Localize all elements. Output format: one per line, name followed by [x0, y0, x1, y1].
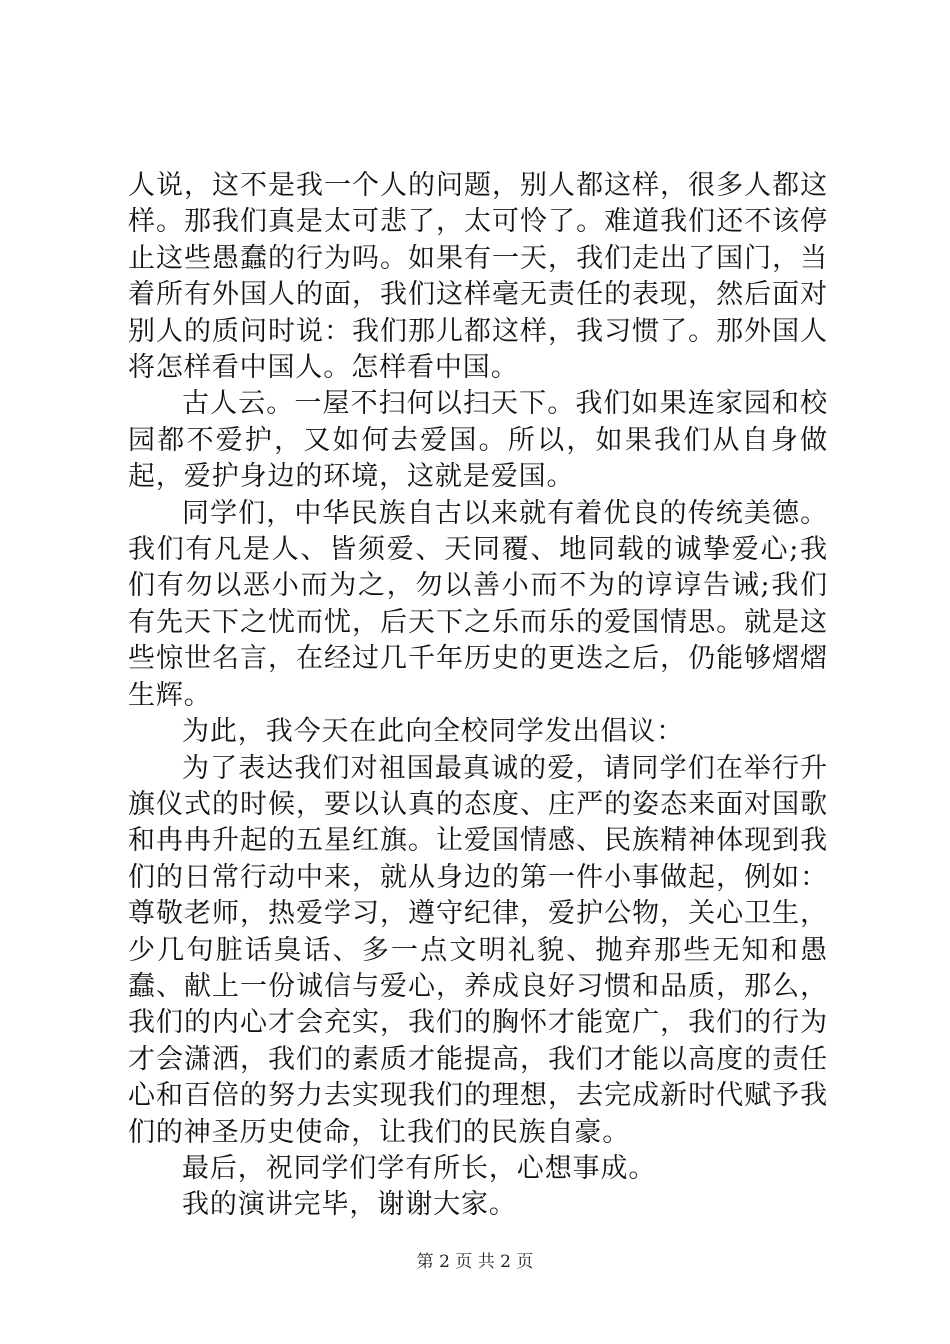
- paragraph-5: 为了表达我们对祖国最真诚的爱，请同学们在举行升旗仪式的时候，要以认真的态度、庄严的姿态来面对国歌和冉冉升起的五星红旗。让爱国情感、民族精神体现到我们的日常行动中来，就从身边的第一件小事做起，例如：尊敬老师，热爱学习，遵守纪律，爱护公物，关心卫生，少几句脏话臭话、多一点文明礼貌、抛弃那些无知和愚蠢、献上一份诚信与爱心，养成良好习惯和品质，那么，我们的内心才会充实，我们的胸怀才能宽广，我们的行为才会潇洒，我们的素质才能提高，我们才能以高度的责任心和百倍的努力去实现我们的理想，去完成新时代赋予我们的神圣历史使命，让我们的民族自豪。: [128, 752, 828, 1148]
- paragraph-6: 最后，祝同学们学有所长，心想事成。: [182, 1152, 657, 1184]
- paragraph-1: 人说，这不是我一个人的问题，别人都这样，很多人都这样。那我们真是太可悲了，太可怜了。难道我们还不该停止这些愚蠢的行为吗。如果有一天，我们走出了国门，当着所有外国人的面，我们这样毫无责任的表现，然后面对别人的质问时说：我们那儿都这样，我习惯了。那外国人将怎样看中国人。怎样看中国。: [128, 170, 828, 384]
- paragraph-2: 古人云。一屋不扫何以扫天下。我们如果连家园和校园都不爱护，又如何去爱国。所以，如果我们从自身做起，爱护身边的环境，这就是爱国。: [128, 388, 828, 493]
- paragraph-7: 我的演讲完毕，谢谢大家。: [182, 1189, 517, 1221]
- document-body: [128, 168, 828, 1224]
- paragraph-4: 为此，我今天在此向全校同学发出倡议：: [182, 716, 685, 748]
- page-footer: 第 2 页 共 2 页: [416, 1252, 534, 1272]
- paragraph-3: 同学们，中华民族自古以来就有着优良的传统美德。我们有凡是人、皆须爱、天同覆、地同载的诚挚爱心;我们有勿以恶小而为之，勿以善小而不为的谆谆告诫;我们有先天下之忧而忧，后天下之乐而乐的爱国情思。就是这些惊世名言，在经过几千年历史的更迭之后，仍能够熠熠生辉。: [128, 497, 828, 711]
